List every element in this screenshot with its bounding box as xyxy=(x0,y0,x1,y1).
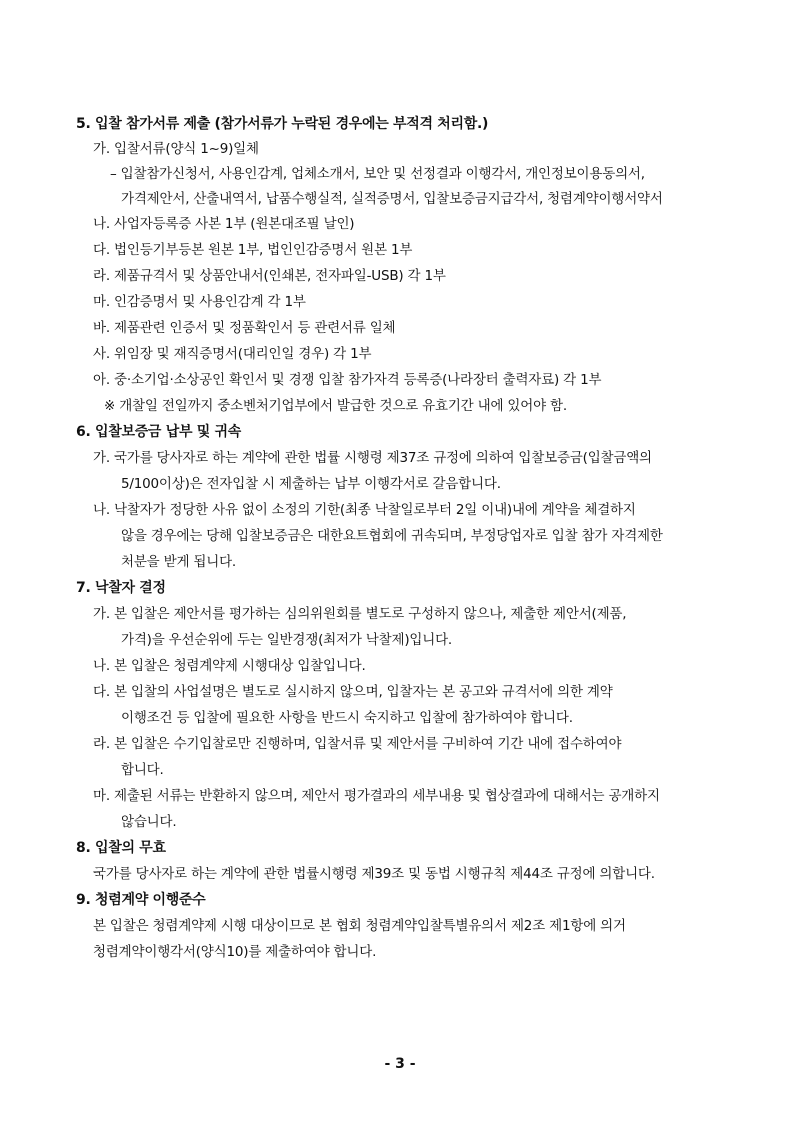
section-6-item-na: 나. 낙찰자가 정당한 사유 없이 소정의 기한(최종 낙찰일로부터 2일 이내)내에 계약을 체결하지 xyxy=(93,502,636,518)
section-7-item-ra: 라. 본 입찰은 수기입찰로만 진행하며, 입찰서류 및 제안서를 구비하여 기간 내에 접수하여야 xyxy=(93,736,622,752)
section-7-heading: 7. 낙찰자 결정 xyxy=(76,580,166,596)
section-6-item-ga-cont: 5/100이상)은 전자입찰 시 제출하는 납부 이행각서로 갈음합니다. xyxy=(121,476,501,492)
section-9-heading: 9. 청렴계약 이행준수 xyxy=(76,892,206,908)
section-5-heading: 5. 입찰 참가서류 제출 (참가서류가 누락된 경우에는 부적격 처리함.) xyxy=(76,116,489,132)
section-5-item-ba: 바. 제품관련 인증서 및 정품확인서 등 관련서류 일체 xyxy=(93,320,396,336)
section-5-item-sa: 사. 위임장 및 재직증명서(대리인일 경우) 각 1부 xyxy=(93,346,372,362)
section-5-item-na: 나. 사업자등록증 사본 1부 (원본대조필 날인) xyxy=(93,216,355,232)
section-7-item-ra-cont: 합니다. xyxy=(121,762,164,778)
section-5-sublist-cont: 가격제안서, 산출내역서, 납품수행실적, 실적증명서, 입찰보증금지급각서, 청렴계약이행서약서 xyxy=(121,191,663,207)
section-6-item-na-cont2: 처분을 받게 됩니다. xyxy=(121,554,237,570)
section-5-item-ra: 라. 제품규격서 및 상품안내서(인쇄본, 전자파일-USB) 각 1부 xyxy=(93,268,446,284)
section-5-sublist: – 입찰참가신청서, 사용인감계, 업체소개서, 보안 및 선정결과 이행각서, 개인정보이용동의서, xyxy=(110,166,645,182)
section-7-item-ma: 마. 제출된 서류는 반환하지 않으며, 제안서 평가결과의 세부내용 및 협상결과에 대해서는 공개하지 xyxy=(93,788,660,804)
section-6-item-ga: 가. 국가를 당사자로 하는 계약에 관한 법률 시행령 제37조 규정에 의하여 입찰보증금(입찰금액의 xyxy=(93,450,652,466)
page-number: - 3 - xyxy=(384,1056,416,1072)
section-7-item-da: 다. 본 입찰의 사업설명은 별도로 실시하지 않으며, 입찰자는 본 공고와 규격서에 의한 계약 xyxy=(93,684,613,700)
section-9-body-cont: 청렴계약이행각서(양식10)를 제출하여야 합니다. xyxy=(93,944,377,960)
section-6-item-na-cont: 않을 경우에는 당해 입찰보증금은 대한요트협회에 귀속되며, 부정당업자로 입찰 참가 자격제한 xyxy=(121,528,663,544)
section-8-heading: 8. 입찰의 무효 xyxy=(76,840,166,856)
section-5-item-da: 다. 법인등기부등본 원본 1부, 법인인감증명서 원본 1부 xyxy=(93,242,413,258)
section-7-item-na: 나. 본 입찰은 청렴계약제 시행대상 입찰입니다. xyxy=(93,658,366,674)
section-5-item-a: 아. 중·소기업·소상공인 확인서 및 경쟁 입찰 참가자격 등록증(나라장터 출력자료) 각 1부 xyxy=(93,372,602,388)
section-7-item-ga: 가. 본 입찰은 제안서를 평가하는 심의위원회를 별도로 구성하지 않으나, 제출한 제안서(제품, xyxy=(93,606,627,622)
section-5-note: ※ 개찰일 전일까지 중소벤처기업부에서 발급한 것으로 유효기간 내에 있어야 함. xyxy=(104,398,567,414)
section-9-body: 본 입찰은 청렴계약제 시행 대상이므로 본 협회 청렴계약입찰특별유의서 제2조 제1항에 의거 xyxy=(93,918,626,934)
section-6-heading: 6. 입찰보증금 납부 및 귀속 xyxy=(76,424,241,440)
section-7-item-ma-cont: 않습니다. xyxy=(121,814,177,830)
section-8-body: 국가를 당사자로 하는 계약에 관한 법률시행령 제39조 및 동법 시행규칙 제44조 규정에 의합니다. xyxy=(93,866,655,882)
section-7-item-da-cont: 이행조건 등 입찰에 필요한 사항을 반드시 숙지하고 입찰에 참가하여야 합니다. xyxy=(121,710,573,726)
section-5-item-ma: 마. 인감증명서 및 사용인감계 각 1부 xyxy=(93,294,306,310)
section-5-item-ga: 가. 입찰서류(양식 1~9)일체 xyxy=(93,141,259,157)
section-7-item-ga-cont: 가격)을 우선순위에 두는 일반경쟁(최저가 낙찰제)입니다. xyxy=(121,632,452,648)
